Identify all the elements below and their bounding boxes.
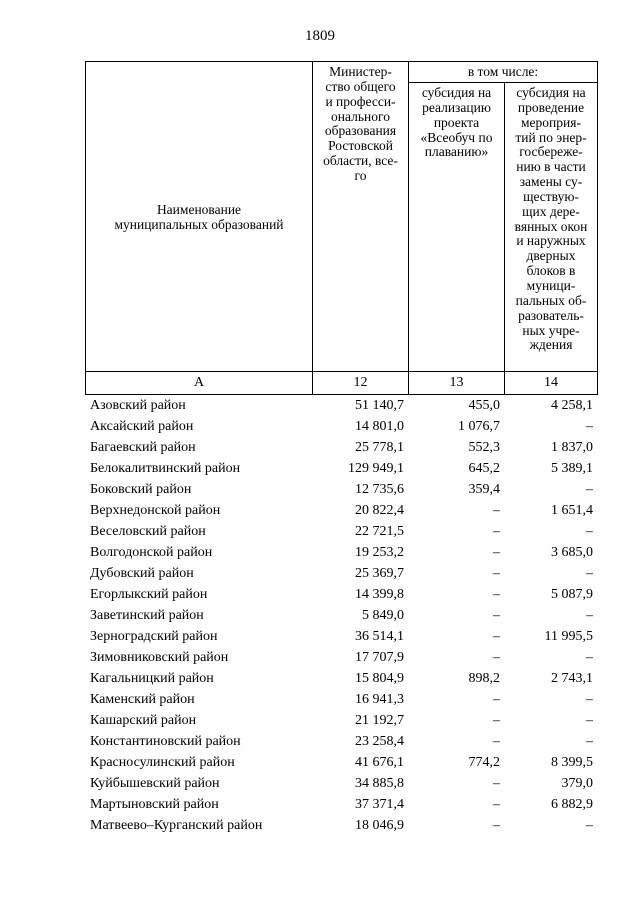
row-name: Мартыновский район [90, 797, 219, 812]
row-name: Боковский район [90, 482, 192, 497]
table-row [85, 773, 597, 794]
header-name-column: Наименование муниципальных образований [86, 62, 313, 372]
table-row [85, 437, 597, 458]
table-header [85, 61, 598, 395]
row-col-12: 21 192,7 [355, 713, 404, 728]
table-row [85, 458, 597, 479]
table-row [85, 752, 597, 773]
column-number-a: А [86, 372, 313, 395]
row-col-14: 3 685,0 [551, 545, 593, 560]
table-row [85, 584, 597, 605]
table-row [85, 710, 597, 731]
row-name: Кашарский район [90, 713, 197, 728]
row-col-12: 25 369,7 [355, 566, 404, 581]
row-col-14: – [586, 419, 593, 434]
row-col-13: – [493, 734, 500, 749]
row-col-13: 552,3 [468, 440, 500, 455]
row-col-12: 18 046,9 [355, 818, 404, 833]
row-col-13: 1 076,7 [458, 419, 500, 434]
table-body [85, 395, 597, 836]
row-col-13: – [493, 566, 500, 581]
row-name: Кагальницкий район [90, 671, 214, 686]
row-name: Дубовский район [90, 566, 194, 581]
row-col-12: 37 371,4 [355, 797, 404, 812]
row-col-12: 15 804,9 [355, 671, 404, 686]
row-col-14: 11 995,5 [544, 629, 593, 644]
row-col-13: 774,2 [468, 755, 500, 770]
row-col-13: – [493, 503, 500, 518]
row-col-14: – [586, 818, 593, 833]
row-col-13: – [493, 713, 500, 728]
row-col-13: – [493, 545, 500, 560]
row-name: Верхнедонской район [90, 503, 221, 518]
row-col-12: 12 735,6 [355, 482, 404, 497]
row-col-13: – [493, 818, 500, 833]
row-col-12: 14 399,8 [355, 587, 404, 602]
row-name: Егорлыкский район [90, 587, 208, 602]
table-row [85, 668, 597, 689]
table-row [85, 626, 597, 647]
row-col-12: 19 253,2 [355, 545, 404, 560]
row-col-12: 5 849,0 [362, 608, 404, 623]
table-row [85, 689, 597, 710]
row-col-13: – [493, 776, 500, 791]
row-col-12: 23 258,4 [355, 734, 404, 749]
row-name: Зерноградский район [90, 629, 218, 644]
row-col-13: 455,0 [468, 398, 500, 413]
row-col-14: 5 087,9 [551, 587, 593, 602]
header-col-13: субсидия на реализацию проекта «Всеобуч по плаванию» [409, 83, 505, 372]
row-col-12: 36 514,1 [355, 629, 404, 644]
row-col-14: – [586, 608, 593, 623]
row-name: Заветинский район [90, 608, 204, 623]
row-col-14: 5 389,1 [551, 461, 593, 476]
row-name: Белокалитвинский район [90, 461, 241, 476]
table-row [85, 542, 597, 563]
row-name: Зимовниковский район [90, 650, 229, 665]
table-row [85, 605, 597, 626]
row-col-13: 645,2 [468, 461, 500, 476]
row-col-14: – [586, 692, 593, 707]
row-col-14: 1 837,0 [551, 440, 593, 455]
row-col-12: 129 949,1 [348, 461, 404, 476]
row-col-13: – [493, 524, 500, 539]
row-col-14: 379,0 [561, 776, 593, 791]
header-col-12: Министер- ство общего и професси- онального образования Ростовской области, все- го [313, 62, 409, 372]
row-col-13: – [493, 650, 500, 665]
row-col-14: – [586, 713, 593, 728]
table-row [85, 731, 597, 752]
column-number-14: 14 [505, 372, 598, 395]
row-col-12: 41 676,1 [355, 755, 404, 770]
row-name: Матвеево–Курганский район [90, 818, 263, 833]
row-col-12: 34 885,8 [355, 776, 404, 791]
row-col-14: 1 651,4 [551, 503, 593, 518]
row-col-13: – [493, 587, 500, 602]
row-col-14: 6 882,9 [551, 797, 593, 812]
row-col-14: – [586, 566, 593, 581]
row-name: Красносулинский район [90, 755, 235, 770]
table-row [85, 395, 597, 416]
row-col-12: 17 707,9 [355, 650, 404, 665]
row-col-14: – [586, 524, 593, 539]
row-col-12: 51 140,7 [355, 398, 404, 413]
row-name: Веселовский район [90, 524, 206, 539]
row-col-13: 898,2 [468, 671, 500, 686]
row-col-14: – [586, 482, 593, 497]
header-including: в том числе: [409, 62, 598, 83]
table-row [85, 563, 597, 584]
column-number-12: 12 [313, 372, 409, 395]
row-col-14: 8 399,5 [551, 755, 593, 770]
table-row [85, 647, 597, 668]
row-col-12: 16 941,3 [355, 692, 404, 707]
row-col-14: 2 743,1 [551, 671, 593, 686]
table-row [85, 794, 597, 815]
page-number: 1809 [305, 28, 335, 44]
row-name: Багаевский район [90, 440, 196, 455]
row-name: Аксайский район [90, 419, 194, 434]
row-col-14: 4 258,1 [551, 398, 593, 413]
row-col-13: – [493, 797, 500, 812]
row-name: Куйбышевский район [90, 776, 220, 791]
row-col-12: 25 778,1 [355, 440, 404, 455]
row-col-14: – [586, 734, 593, 749]
row-col-12: 14 801,0 [355, 419, 404, 434]
header-col-14: субсидия на проведение мероприя- тий по энер- госбереже- нию в части замены су- ществую- щих дере- вянных окон и наружных дверных блоков в муници- пальных об- разователь- ных учре- ждения [505, 83, 598, 372]
column-number-13: 13 [409, 372, 505, 395]
table-row [85, 500, 597, 521]
row-col-13: – [493, 608, 500, 623]
row-col-13: – [493, 692, 500, 707]
row-name: Константиновский район [90, 734, 241, 749]
table-row [85, 416, 597, 437]
row-col-14: – [586, 650, 593, 665]
table-row [85, 815, 597, 836]
table-row [85, 521, 597, 542]
row-name: Волгодонской район [90, 545, 213, 560]
table-row [85, 479, 597, 500]
row-col-13: 359,4 [468, 482, 500, 497]
row-col-12: 22 721,5 [355, 524, 404, 539]
row-col-12: 20 822,4 [355, 503, 404, 518]
row-col-13: – [493, 629, 500, 644]
row-name: Азовский район [90, 398, 186, 413]
row-name: Каменский район [90, 692, 195, 707]
